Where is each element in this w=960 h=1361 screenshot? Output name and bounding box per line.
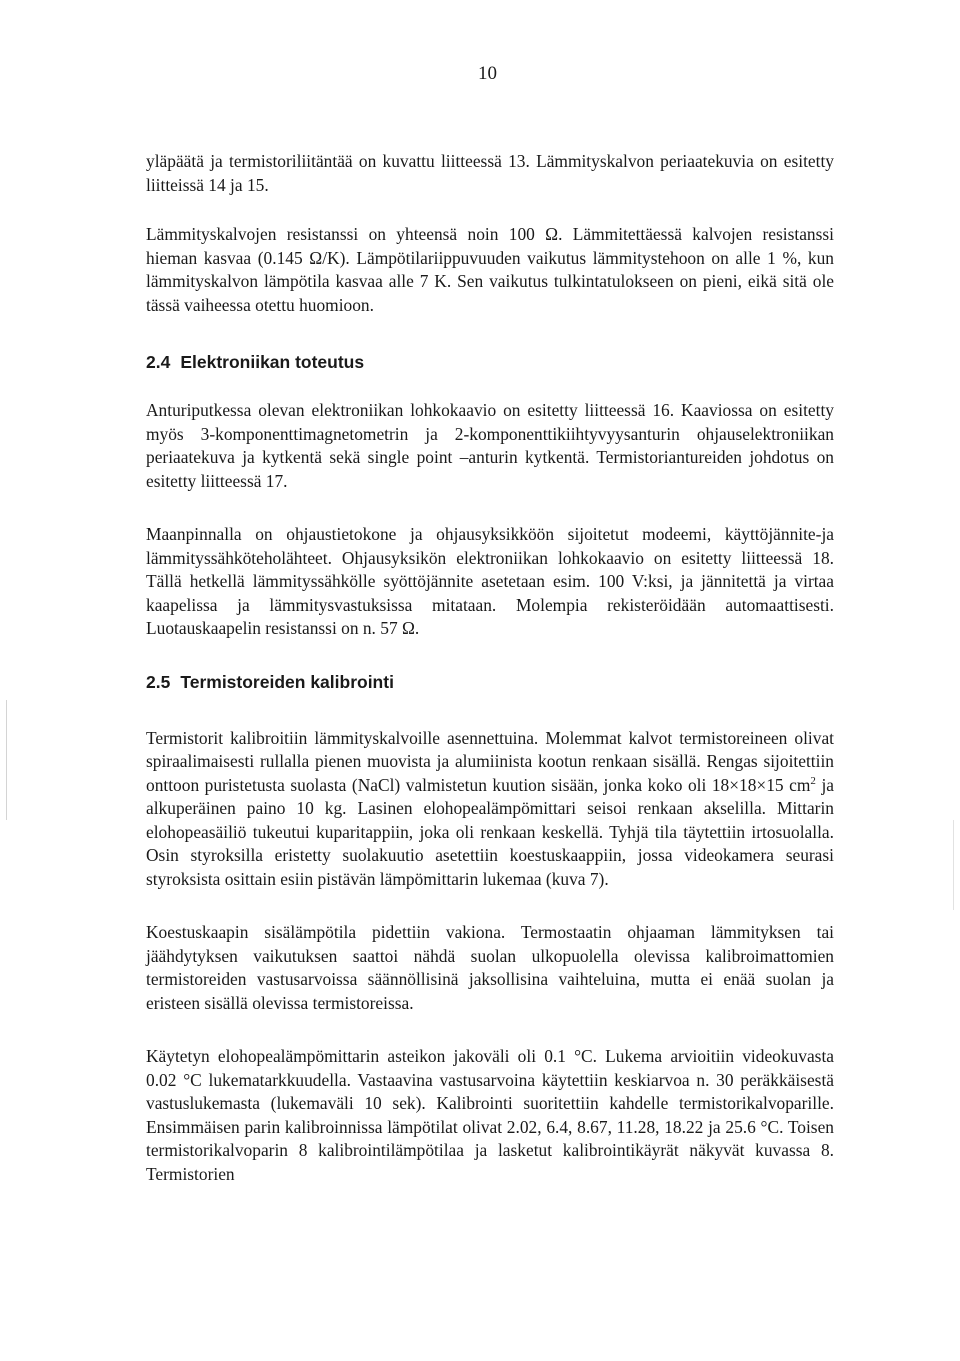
section-2-4-title: Elektroniikan toteutus	[180, 352, 365, 372]
section-2-4-number: 2.4	[146, 352, 171, 372]
section-2-5-heading	[146, 671, 834, 693]
section-2-5-paragraph-2: Koestuskaapin sisälämpötila pidettiin vakiona. Termostaatin ohjaaman lämmityksen tai jäähdytyksen vaikutuksen saattoi nähdä suolan ulkopuolella olevissa kalibroimattomien termistoreiden vastusarvoissa säännöllisinä jaksollisina vaihteluina, mutta ei enää suolan ja eristeen sisällä olevissa termistoreissa.	[146, 922, 834, 1013]
page-body	[146, 150, 834, 1186]
scan-edge-line-right	[953, 820, 954, 910]
section-2-5-number: 2.5	[146, 671, 171, 692]
superscript-square: 2	[810, 774, 816, 787]
section-2-5-paragraph-1-text-b: ja alkuperäinen paino 10 kg. Lasinen elohopealämpömittari seisoi renkaan akselilla. Mittarin elohopeasäiliö tukeutui kuparitappiin, joka oli renkaan keskellä. Tyhjä tila täytettiin irtosuolalla. Osin styroksilla eristetty suolakuutio asetettiin koestuskaappiin, jossa videokamera seurasi styroksista osittain esiin pistävän lämpömittarin lukemaa (kuva 7).	[146, 774, 835, 889]
section-2-5-paragraph-1	[146, 727, 834, 892]
section-2-4-paragraph-1: Anturiputkessa olevan elektroniikan lohkokaavio on esitetty liitteessä 16. Kaaviossa on esitetty myös 3-komponenttimagnetometrin ja 2-komponenttikiihtyvyysanturin ohjauselektroniikan periaatekuva ja kytkentä sekä single point –anturin kytkentä. Termistoriantureiden johdotus on esitetty liitteessä 17.	[146, 400, 834, 491]
scan-edge-line-left	[6, 700, 7, 820]
intro-paragraph-2: Lämmityskalvojen resistanssi on yhteensä noin 100 Ω. Lämmitettäessä kalvojen resistanssi hieman kasvaa (0.145 Ω/K). Lämpötilariippuvuuden vaikutus lämmitystehoon on alle 1 %, kun lämmityskalvon lämpötila kasvaa alle 7 K. Sen vaikutus tulkintatulokseen on pieni, eikä sitä ole tässä vaiheessa otettu huomioon.	[146, 224, 834, 315]
section-2-5-paragraph-1-text-a: Termistorit kalibroitiin lämmityskalvoille asennettuina. Molemmat kalvot termistoreineen olivat spiraalimaisesti rullalla pienen muovista ja alumiinista kootun renkaan sisällä. Rengas sijoitettiin onttoon puristetusta suolasta (NaCl) valmistetun kuution sisään, jonka koko oli 18×18×15 cm	[146, 727, 834, 795]
intro-paragraph-1: yläpäätä ja termistoriliitäntää on kuvattu liitteessä 13. Lämmityskalvon periaatekuvia on esitetty liitteissä 14 ja 15.	[146, 151, 834, 195]
page-number: 10	[478, 63, 497, 84]
section-2-5-paragraph-3: Käytetyn elohopealämpömittarin asteikon jakoväli oli 0.1 °C. Lukema arvioitiin videokuvasta 0.02 °C lukematarkkuudella. Vastaavina vastusarvoina käytettiin keskiarvoa n. 30 peräkkäisestä vastuslukemasta (lukemaväli 10 sek). Kalibrointi suoritettiin kahdelle termistorikalvoparille. Ensimmäisen parin kalibroinnissa lämpötilat olivat 2.02, 6.4, 8.67, 11.28, 18.22 ja 25.6 °C. Toisen termistorikalvoparin 8 kalibrointilämpötilaa ja lasketut kalibrointikäyrät näkyvät kuvassa 8. Termistorien	[146, 1046, 834, 1184]
section-2-5-title: Termistoreiden kalibrointi	[180, 671, 394, 692]
section-2-4-paragraph-2: Maanpinnalla on ohjaustietokone ja ohjausyksikköön sijoitetut modeemi, käyttöjännite-ja lämmityssähköteholähteet. Ohjausyksikön elektroniikan lohkokaavio on esitetty liitteessä 18. Tällä hetkellä lämmityssähkölle syöttöjännite asetetaan esim. 100 V:ksi, ja jännitettä ja virtaa kaapelissa ja lämmitysvastuksissa mitataan. Molempia rekisteröidään automaattisesti. Luotauskaapelin resistanssi on n. 57 Ω.	[146, 524, 834, 638]
section-2-4-heading	[146, 351, 834, 373]
